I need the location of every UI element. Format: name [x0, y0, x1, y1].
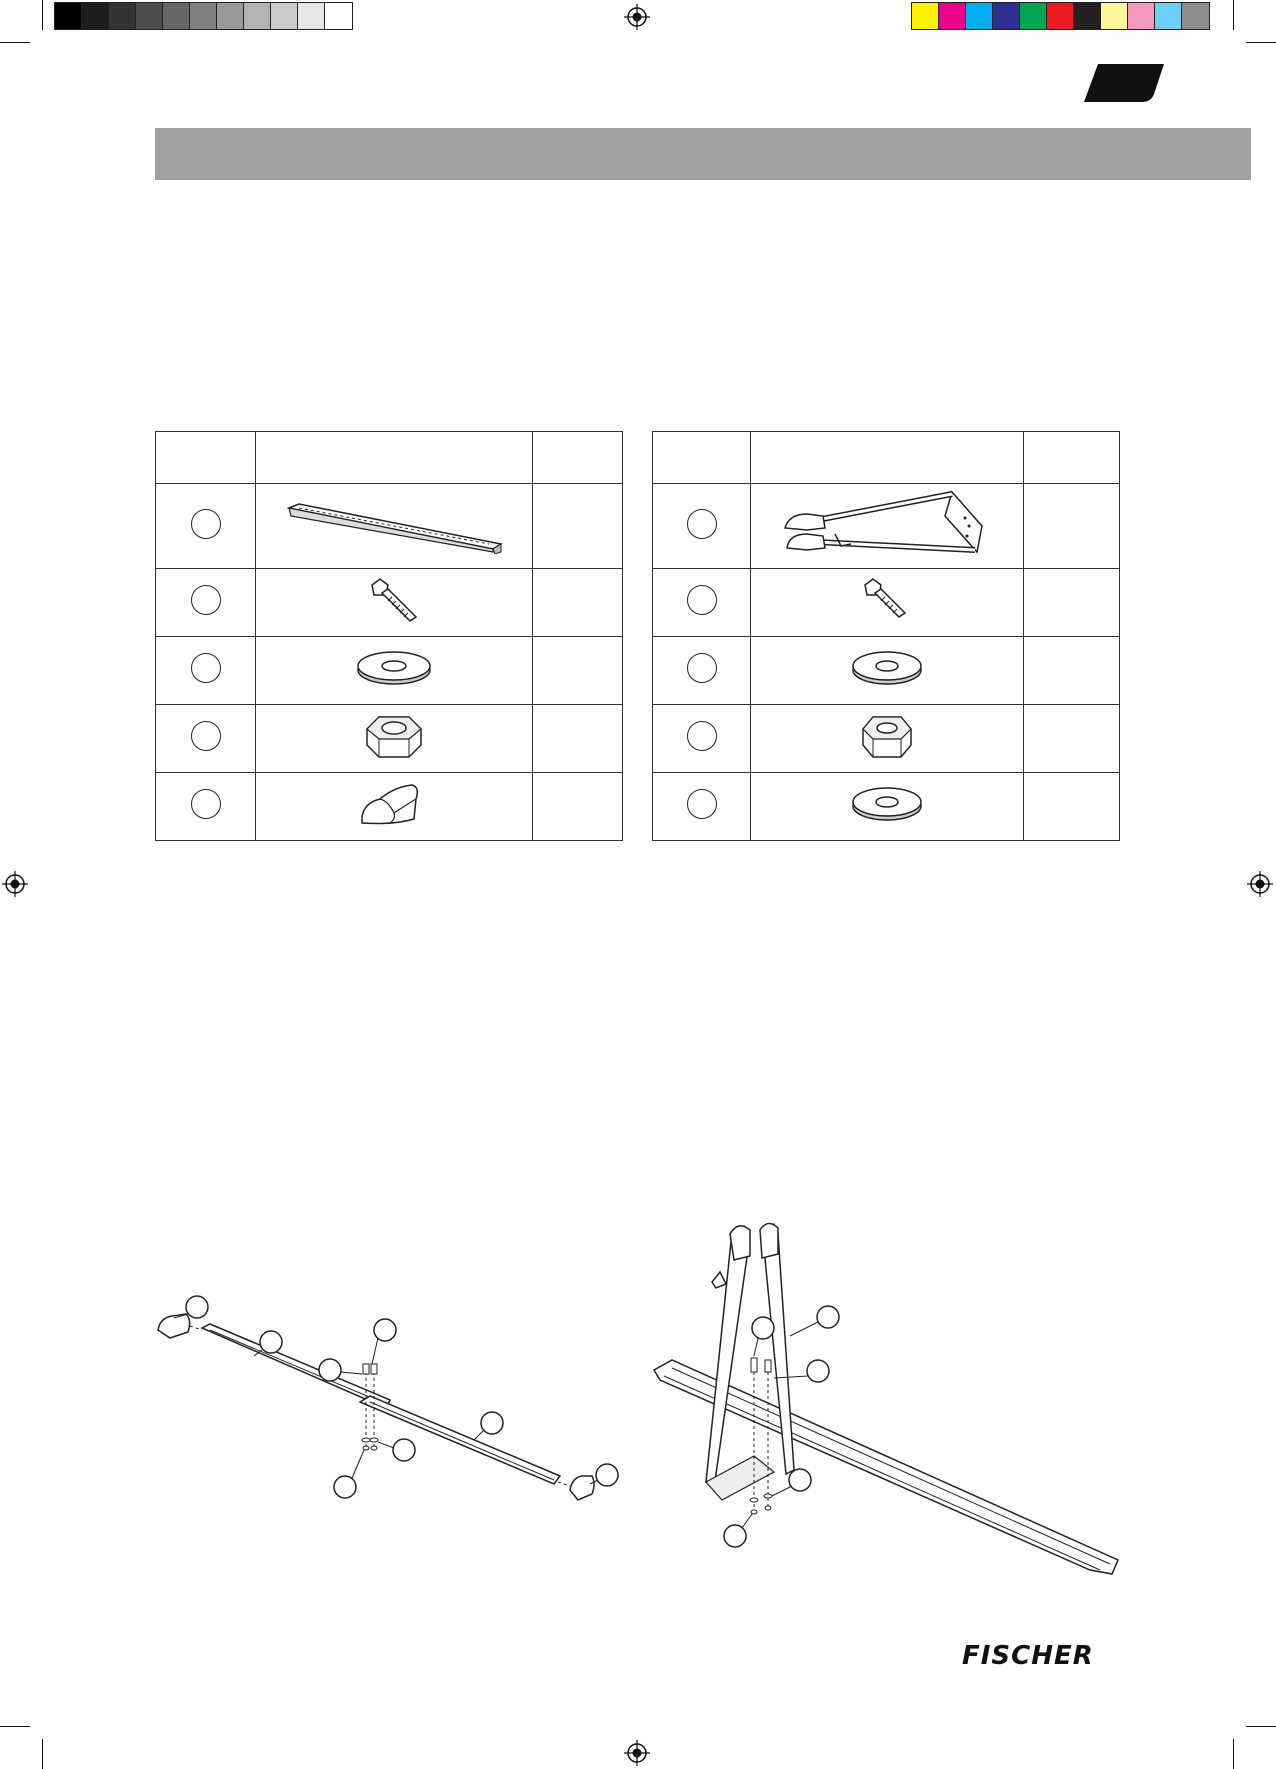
part-image-cell	[751, 773, 1024, 841]
item-number-circle	[687, 789, 717, 819]
color-swatch	[82, 3, 109, 29]
table-row	[156, 569, 623, 637]
quantity-cell	[1023, 705, 1119, 773]
table-header-row	[653, 432, 1120, 484]
color-calibration-bar	[911, 2, 1210, 30]
item-number-circle	[191, 789, 221, 819]
end-cap-icon	[354, 779, 434, 829]
color-swatch	[298, 3, 325, 29]
section-heading-bar	[155, 128, 1251, 180]
table-row	[653, 637, 1120, 705]
color-swatch	[55, 3, 82, 29]
part-image-cell	[256, 773, 533, 841]
crop-mark	[1246, 42, 1276, 43]
part-image-cell	[751, 637, 1024, 705]
part-image-cell	[256, 484, 533, 569]
color-swatch	[966, 3, 993, 29]
color-swatch	[271, 3, 298, 29]
grayscale-calibration-bar	[54, 2, 353, 30]
color-swatch	[912, 3, 939, 29]
color-swatch	[325, 3, 352, 29]
crop-mark	[1233, 0, 1234, 30]
color-swatch	[1047, 3, 1074, 29]
part-image-cell	[256, 569, 533, 637]
quantity-cell	[532, 705, 622, 773]
color-swatch	[244, 3, 271, 29]
crop-mark	[1246, 1726, 1276, 1727]
part-image-cell	[751, 484, 1024, 569]
hex-nut-icon	[359, 711, 429, 761]
header-cell	[256, 432, 533, 484]
item-number-cell	[156, 773, 256, 841]
bike-frame-holder-icon	[706, 1226, 750, 1488]
page-tab-marker	[1084, 64, 1164, 102]
color-swatch	[1074, 3, 1101, 29]
end-cap-icon	[158, 1314, 190, 1338]
end-cap-icon	[570, 1476, 594, 1500]
registration-mark-icon	[2, 871, 28, 897]
bolt-icon	[364, 575, 424, 625]
header-cell	[156, 432, 256, 484]
washer-icon	[847, 648, 927, 688]
color-swatch	[939, 3, 966, 29]
table-row	[156, 484, 623, 569]
item-number-cell	[156, 484, 256, 569]
crop-mark	[0, 42, 30, 43]
item-number-cell	[156, 705, 256, 773]
color-swatch	[1155, 3, 1182, 29]
table-row	[653, 484, 1120, 569]
washer-icon	[847, 784, 927, 824]
table-row	[653, 705, 1120, 773]
item-number-cell	[653, 705, 751, 773]
table-row	[156, 705, 623, 773]
quantity-cell	[532, 637, 622, 705]
quantity-cell	[1023, 484, 1119, 569]
part-image-cell	[751, 569, 1024, 637]
brand-logo: FISCHER	[962, 1641, 1094, 1671]
header-cell	[653, 432, 751, 484]
color-swatch	[190, 3, 217, 29]
hex-nut-icon	[857, 711, 917, 761]
header-cell	[751, 432, 1024, 484]
item-number-circle	[687, 721, 717, 751]
part-image-cell	[256, 637, 533, 705]
item-number-circle	[191, 721, 221, 751]
quantity-cell	[532, 484, 622, 569]
item-number-cell	[156, 569, 256, 637]
crop-mark	[0, 1726, 30, 1727]
crop-mark	[42, 0, 43, 30]
color-swatch	[217, 3, 244, 29]
item-number-cell	[653, 637, 751, 705]
color-swatch	[109, 3, 136, 29]
color-swatch	[1128, 3, 1155, 29]
item-number-circle	[191, 509, 221, 539]
color-swatch	[1020, 3, 1047, 29]
item-number-circle	[687, 653, 717, 683]
crop-mark	[1233, 1739, 1234, 1769]
table-row	[156, 773, 623, 841]
washer-icon	[354, 648, 434, 688]
table-row	[156, 637, 623, 705]
part-image-cell	[751, 705, 1024, 773]
registration-mark-icon	[624, 4, 650, 30]
part-image-cell	[256, 705, 533, 773]
color-swatch	[1101, 3, 1128, 29]
parts-table-left	[155, 431, 623, 841]
item-number-circle	[687, 509, 717, 539]
item-number-cell	[653, 773, 751, 841]
item-number-circle	[191, 585, 221, 615]
color-swatch	[1182, 3, 1209, 29]
quantity-cell	[532, 773, 622, 841]
table-row	[653, 569, 1120, 637]
item-number-circle	[191, 653, 221, 683]
header-cell	[532, 432, 622, 484]
parts-table-right	[652, 431, 1120, 841]
item-number-circle	[687, 585, 717, 615]
quantity-cell	[532, 569, 622, 637]
quantity-cell	[1023, 773, 1119, 841]
registration-mark-icon	[1247, 871, 1273, 897]
rail-assembly-diagram	[150, 1290, 630, 1530]
quantity-cell	[1023, 569, 1119, 637]
quantity-cell	[1023, 637, 1119, 705]
registration-mark-icon	[624, 1740, 650, 1766]
holder-mounting-diagram	[650, 1220, 1130, 1600]
item-number-cell	[653, 484, 751, 569]
header-cell	[1023, 432, 1119, 484]
item-number-cell	[156, 637, 256, 705]
crop-mark	[42, 1739, 43, 1769]
color-swatch	[163, 3, 190, 29]
bike-frame-holder-icon	[777, 486, 997, 562]
table-header-row	[156, 432, 623, 484]
color-swatch	[993, 3, 1020, 29]
color-swatch	[136, 3, 163, 29]
rail-icon	[279, 494, 509, 554]
table-row	[653, 773, 1120, 841]
item-number-cell	[653, 569, 751, 637]
bolt-icon	[857, 575, 917, 625]
